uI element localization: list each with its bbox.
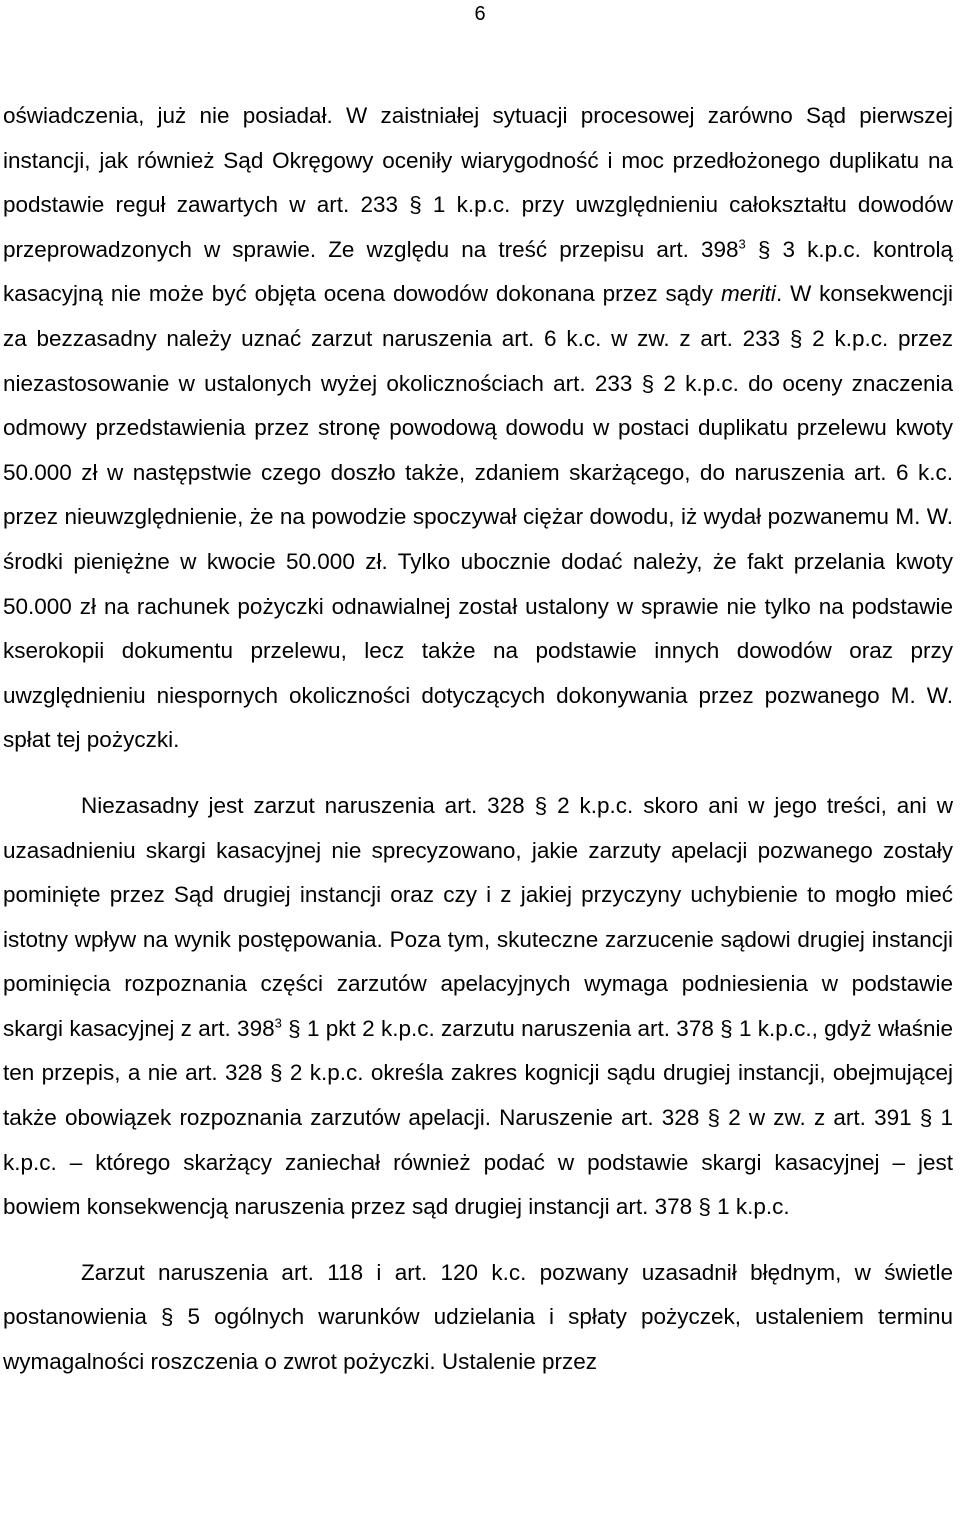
paragraph-2-text: Niezasadny jest zarzut naruszenia art. 328 § 2 k.p.c. skoro ani w jego treści, ani w uzasadnieniu skargi kasacyjnej nie sprecyzowano, jakie zarzuty apelacji pozwanego zostały pominięte przez Sąd drugiej instancji oraz czy i z jakiej przyczyny uchybienie to mogło mieć istotny wpływ na wynik postępowania. Poza tym, skuteczne zarzucenie sądowi drugiej instancji pominięcia rozpoznania części zarzutów apelacyjnych wymaga podniesienia w podstawie skargi kasacyjnej z art. 398	[3, 792, 953, 1041]
paragraph-2-text: § 1 pkt 2 k.p.c. zarzutu naruszenia art. 378 § 1 k.p.c., gdyż właśnie ten przepis, a nie art. 328 § 2 k.p.c. określa zakres kognicji sądu drugiej instancji, obejmującej także obowiązek rozpoznania zarzutów apelacji. Naruszenie art. 328 § 2 w zw. z art. 391 § 1 k.p.c. – którego skarżący zaniechał również podać w podstawie skargi kasacyjnej – jest bowiem konsekwencją naruszenia przez sąd drugiej instancji art. 378 § 1 k.p.c.	[3, 1015, 953, 1220]
paragraph-1-text: § 3 k.p.c. kontrolą kasacyjną nie może być objęta ocena dowodów dokonana przez sądy	[3, 236, 953, 307]
paragraph-1-text: . W konsekwencji za bezzasadny należy uznać zarzut naruszenia art. 6 k.c. w zw. z art. 233 § 2 k.p.c. przez niezastosowanie w ustalonych wyżej okolicznościach art. 233 § 2 k.p.c. do oceny znaczenia odmowy przedstawienia przez stronę powodową dowodu w postaci duplikatu przelewu kwoty 50.000 zł w następstwie czego doszło także, zdaniem skarżącego, do naruszenia art. 6 k.c. przez nieuwzględnienie, że na powodzie spoczywał ciężar dowodu, iż wydał pozwanemu M. W. środki pieniężne w kwocie 50.000 zł. Tylko ubocznie dodać należy, że fakt przelania kwoty 50.000 zł na rachunek pożyczki odnawialnej został ustalony w sprawie nie tylko na podstawie kserokopii dokumentu przelewu, lecz także na podstawie innych dowodów oraz przy uwzględnieniu niespornych okoliczności dotyczących dokonywania przez pozwanego M. W. spłat tej pożyczki.	[3, 281, 953, 753]
document-body	[3, 94, 953, 1385]
page-number: 6	[474, 3, 486, 25]
superscript: 3	[274, 1015, 282, 1031]
paragraph-3-text: Zarzut naruszenia art. 118 i art. 120 k.c. pozwany uzasadnił błędnym, w świetle postanowienia § 5 ogólnych warunków udzielania i spłaty pożyczek, ustaleniem terminu wymagalności roszczenia o zwrot pożyczki. Ustalenie przez	[3, 1259, 953, 1375]
superscript: 3	[738, 236, 746, 252]
paragraph-1-text: oświadczenia, już nie posiadał. W zaistniałej sytuacji procesowej zarówno Sąd pierwszej instancji, jak również Sąd Okręgowy oceniły wiarygodność i moc przedłożonego duplikatu na podstawie reguł zawartych w art. 233 § 1 k.p.c. przy uwzględnieniu całokształtu dowodów przeprowadzonych w sprawie. Ze względu na treść przepisu art. 398	[3, 103, 953, 262]
italic-term: meriti	[720, 281, 776, 307]
paragraph-3	[3, 1251, 953, 1385]
paragraph-2	[3, 784, 953, 1230]
paragraph-1	[3, 94, 953, 763]
